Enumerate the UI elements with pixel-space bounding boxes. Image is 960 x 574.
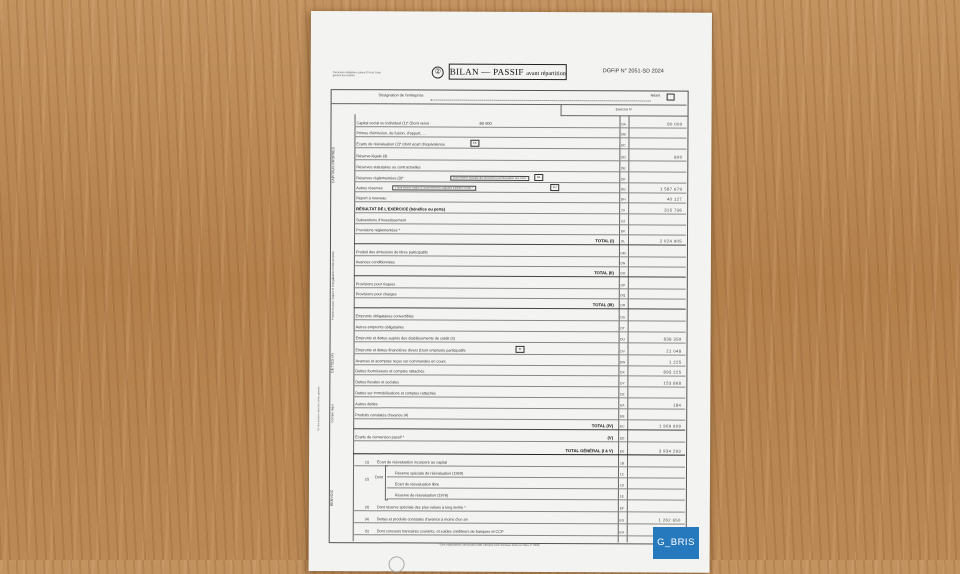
form-title-sub: avant répartition (526, 70, 566, 78)
row-label: Autres emprunts obligataires (355, 325, 404, 330)
group-provisions: Provisions pour risques et charges (330, 277, 335, 321)
total-label: TOTAL (III) (592, 302, 614, 308)
row-code: DO (620, 271, 626, 276)
row-code: EA (620, 403, 625, 408)
row-label: RÉSULTAT DE L'EXERCICE (bénéfice ou perte) (356, 206, 446, 212)
row-code: DV (620, 349, 625, 354)
row-code: DK (620, 229, 626, 234)
row-code: DS (620, 315, 625, 320)
row-value[interactable]: 315 736 (664, 207, 683, 213)
row-code: DD (620, 155, 626, 160)
row-code: 1B (619, 461, 625, 466)
renvoi-label: Écart de réévaluation libre (394, 482, 440, 487)
row-label: Réserves réglementées (3)* (356, 176, 404, 181)
row-label: Provisions pour risques (355, 282, 396, 287)
row-code: DH (620, 197, 626, 202)
renvoi-label: Écart de réévaluation incorporé au capital (377, 460, 448, 465)
row-code: DZ (620, 392, 625, 397)
renvoi-num: (5) (364, 529, 369, 534)
row-label: Report à nouveau (356, 196, 387, 201)
note-dont-speciale: Dont réserve spéciale des provisions pour fluctuation des cours (450, 176, 529, 181)
row-value[interactable]: 895 225 (663, 369, 682, 375)
row-code: DQ (620, 293, 626, 298)
row-value[interactable]: 1 909 909 (658, 423, 682, 429)
renvoi-num: (4) (364, 517, 369, 522)
total-label: TOTAL (I) (595, 238, 615, 244)
row-value[interactable]: 184 (673, 402, 682, 408)
ek-box[interactable]: EK (470, 140, 479, 147)
row-value[interactable]: 1 587 679 (659, 186, 683, 192)
dont-bracket (385, 465, 388, 500)
designation-row (331, 89, 687, 106)
row-value[interactable]: 838 359 (663, 336, 682, 342)
row-value[interactable]: 153 868 (663, 380, 682, 386)
dont-label: Dont (374, 475, 384, 480)
row-label: Réserve légale (3) (356, 154, 388, 159)
tax-form-sheet (309, 11, 712, 573)
group-dettes: DETTES (4) (330, 353, 335, 373)
row-value[interactable]: 40 127 (666, 196, 683, 202)
form-number-badge: ② (432, 67, 444, 79)
row-code: 1D (619, 483, 625, 488)
row-code: DW (619, 360, 626, 365)
form-reference: DGFiP N° 2051-SD 2024 (602, 68, 664, 75)
row-label: Autres dettes (355, 402, 378, 407)
renvoi-num: (3) (364, 505, 370, 510)
row-code: DF (621, 177, 626, 182)
row-code: EF (619, 506, 624, 511)
renvoi-label: Réserve de réévaluation (1976) (394, 493, 449, 498)
capital-verse-value[interactable]: 80 000 (479, 120, 492, 126)
row-label: Primes d'émission, de fusion, d'apport, ... (356, 131, 426, 136)
row-label: Capital social ou individuel (1)* (Dont versé : (356, 121, 432, 126)
row-code: DU (620, 337, 625, 342)
row-label: Provisions pour charges (355, 292, 397, 297)
row-code: DR (620, 303, 626, 308)
row-value[interactable]: 3 934 293 (658, 448, 682, 454)
neant-label: Néant (650, 93, 660, 98)
row-code: EE (619, 449, 625, 454)
row-label: Avances et acomptes reçus sur commandes en cours (355, 359, 446, 364)
row-code: ED (619, 436, 625, 441)
row-value[interactable]: 800 (674, 154, 683, 160)
group-autres-fonds: Autres fonds propres (330, 251, 335, 280)
total-label: TOTAL (IV) (591, 423, 614, 429)
total-label: TOTAL (II) (594, 270, 614, 276)
row-label: Produit des émissions de titres participatifs (355, 250, 428, 255)
row-value[interactable]: 1 262 650 (658, 517, 681, 523)
ei-box[interactable]: EI (516, 346, 525, 353)
margin-note: Ne rien inscrire dans les zones grisées (317, 386, 321, 432)
row-value[interactable]: 1 225 (668, 359, 682, 365)
designation-field[interactable] (431, 100, 651, 102)
row-code: DX (620, 370, 625, 375)
row-code: DN (620, 261, 626, 266)
form-title (449, 64, 567, 81)
row-label: Produits constatés d'avance (4) (355, 413, 409, 418)
group-capitaux-propres: CAPITAUX PROPRES (331, 146, 336, 184)
row-label: Réserves statutaires ou contractuelles (356, 165, 421, 170)
row-label: Dettes sur immobilisations et comptes rattachés (355, 391, 436, 396)
row-code: EC (619, 424, 625, 429)
row-label: Emprunts obligataires convertibles (355, 314, 414, 319)
row-code: EH (619, 530, 625, 535)
designation-label: Désignation de l'entreprise (378, 93, 424, 98)
renvoi-num: (2) (364, 477, 370, 482)
row-label: Écarts de conversion passif * (355, 435, 405, 440)
row-code: DE (621, 166, 626, 171)
row-label: Subventions d'investissement (356, 218, 407, 223)
row-code: EG (619, 518, 625, 523)
row-label: Autres réserves (356, 186, 383, 191)
renvoi-label: Réserve spéciale de réévaluation (1959) (394, 471, 464, 476)
row-code: DP (620, 283, 626, 288)
row-code: DT (620, 326, 625, 331)
grand-total-label: TOTAL GÉNÉRAL (I à V) (565, 448, 614, 454)
note-dont-reserve: ( Dont réserve relative à l'achat d'œuvres originales d'artistes vivants * (392, 185, 476, 190)
row-label: Dettes fiscales et sociales (355, 380, 400, 385)
row-code: DM (620, 251, 626, 256)
watermark-brand: G_BRIS (653, 527, 699, 559)
b1-box[interactable]: B1 (534, 174, 543, 181)
renvoi-num: (1) (365, 460, 370, 465)
group-compte-regul: Compte régul. (330, 403, 335, 423)
row-code: DJ (621, 219, 626, 224)
seal-mark (389, 556, 405, 572)
row-code: DA (621, 122, 626, 127)
row-label: Dettes fournisseurs et comptes rattachés (355, 369, 425, 374)
renvoi-row (353, 522, 685, 536)
row-label: Écarts de réévaluation (2)* (dont écart d'équivalence (356, 142, 445, 147)
row-code: DY (620, 381, 625, 386)
row-label: Avances conditionnées (355, 260, 395, 265)
renvoi-label: Dettes et produits constatés d'avance à moins d'un an (376, 517, 468, 522)
footnote: * Des explications concernant cette rubrique sont données dans la notice n° 2032. (438, 542, 541, 548)
row-code: DC (621, 143, 626, 148)
ej-box[interactable]: EJ (550, 184, 559, 191)
form-title-main: BILAN — PASSIF (449, 66, 524, 77)
row-value[interactable]: 2 024 905 (659, 238, 683, 244)
form-header-note: Formulaire obligatoire (article 53 A du Code général des impôts) (332, 71, 381, 78)
renvoi-label: Dont réserve spéciale des plus-values à long terme * (376, 505, 466, 510)
row-code: 1E (619, 494, 624, 499)
group-renvois: RENVOIS (329, 489, 334, 507)
neant-checkbox[interactable] (667, 94, 675, 101)
row-code: EB (620, 414, 625, 419)
row-code: DL (620, 239, 626, 244)
exercice-label: Exercice N (615, 107, 632, 112)
renvoi-label: Dont concours bancaires courants, et soldes créditeurs de banques et CCP (376, 529, 504, 534)
row-code: DI (621, 208, 625, 213)
row-code: DG (620, 187, 626, 192)
total-v-label: (V) (607, 435, 614, 441)
row-code: 1C (619, 472, 625, 477)
row-code: DB (621, 132, 626, 137)
row-value[interactable]: 21 048 (666, 348, 682, 354)
row-value[interactable]: 80 000 (667, 121, 683, 127)
row-label: Emprunts et dettes financières divers (Dont emprunts participatifs (355, 348, 466, 353)
row-label: Provisions réglementées * (356, 228, 401, 233)
row-label: Emprunts et dettes auprès des établissements de crédit (5) (355, 336, 455, 341)
